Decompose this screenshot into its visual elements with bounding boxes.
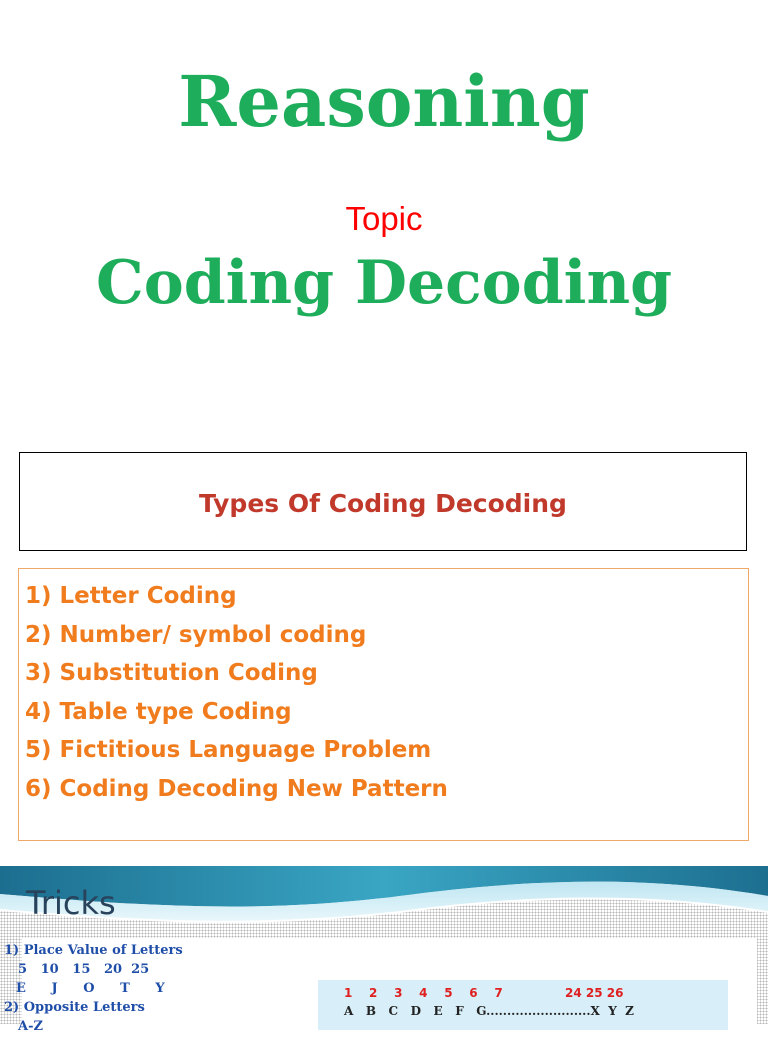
place-value-numbers: 5 10 15 20 25: [18, 962, 150, 977]
list-item: 5) Fictitious Language Problem: [25, 737, 432, 763]
topic-label: Topic: [345, 200, 423, 237]
topic-subtitle: Coding Decoding: [95, 248, 673, 318]
list-item: 2) Number/ symbol coding: [25, 621, 367, 648]
trick-heading-opposite: 2) Opposite Letters: [4, 1000, 145, 1015]
opposite-pair: A-Z: [18, 1019, 43, 1034]
alphabet-numbers-left: 1 2 3 4 5 6 7: [344, 986, 503, 1000]
tricks-title: Tricks: [26, 884, 116, 922]
list-item: 6) Coding Decoding New Pattern: [25, 775, 448, 802]
list-item: 1) Letter Coding: [25, 583, 237, 609]
page-title: Reasoning: [178, 60, 590, 143]
types-heading: Types Of Coding Decoding: [199, 489, 567, 518]
alphabet-numbers-right: 24 25 26: [565, 986, 624, 1000]
types-heading-box: [19, 452, 747, 551]
alphabet-letters: A B C D E F G.........................X Y Z: [344, 1004, 634, 1018]
place-value-letters: E J O T Y: [16, 981, 168, 996]
list-item: 4) Table type Coding: [25, 698, 292, 725]
trick-heading-place-value: 1) Place Value of Letters: [4, 943, 183, 958]
slide-tricks: [0, 866, 768, 1034]
types-list: [18, 568, 749, 841]
list-item: 3) Substitution Coding: [25, 660, 318, 686]
